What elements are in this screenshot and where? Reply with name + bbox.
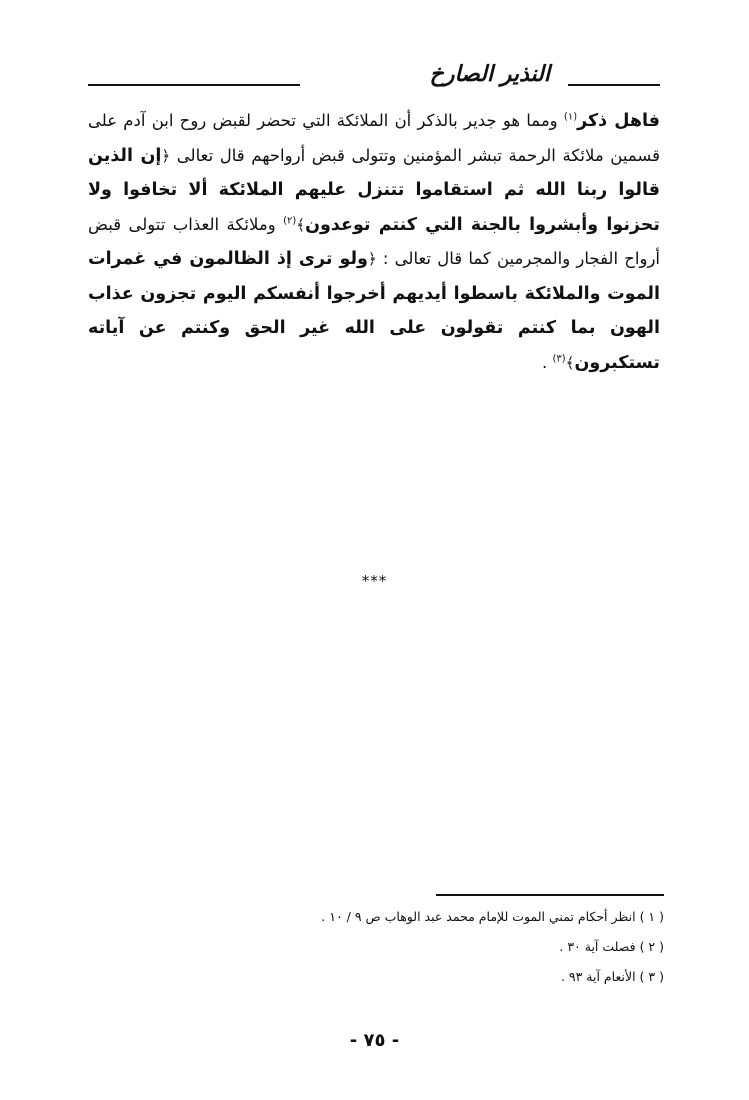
header-rule-left xyxy=(88,84,300,86)
section-separator: *** xyxy=(361,572,388,590)
quran-quote-1: إن الذين قالوا ربنا الله ثم استقاموا تتنزل عليهم الملائكة ألا تخافوا ولا تحزنوا وأبشروا بالجنة التي كنتم توعدون xyxy=(88,145,660,235)
footnote-ref-2: (٢) xyxy=(283,215,297,226)
opening-phrase: فاهل ذكر xyxy=(577,111,661,131)
footnote-ref-3: (٣) xyxy=(552,353,566,364)
text-segment: وملائكة العذاب تتولى قبض أرواح الفجار والمجرمين كما قال تعالى : xyxy=(88,214,660,268)
quran-close-bracket: ﴾ xyxy=(296,215,306,234)
footnotes xyxy=(250,902,664,992)
main-text xyxy=(88,104,660,380)
book-title: النذير الصارخ xyxy=(429,62,550,87)
footnote-3: ( ٣ ) الأنعام آية ٩٣ . xyxy=(560,969,664,984)
quran-close-bracket: ﴾ xyxy=(565,353,575,372)
footnote-1: ( ١ ) انظر أحكام تمني الموت للإمام محمد عبد الوهاب ص ٩ / ١٠ . xyxy=(321,909,664,924)
footnote-2: ( ٢ ) فصلت آية ٣٠ . xyxy=(559,939,664,954)
footnote-rule xyxy=(436,894,664,896)
quran-quote-2: ولو ترى إذ الظالمون في غمرات الموت والملائكة باسطوا أيديهم أخرجوا أنفسكم اليوم تجزون عذاب الهون بما كنتم تقولون على الله غير الحق وكنتم عن آياته تستكبرون xyxy=(88,249,660,373)
footnote-ref-1: (١) xyxy=(563,111,578,123)
quran-open-bracket: ﴿ xyxy=(161,146,171,165)
quran-open-bracket: ﴿ xyxy=(367,250,377,268)
text-segment: ومما هو جدير بالذكر أن الملائكة التي تحضر لقبض روح ابن آدم على قسمين ملائكة الرحمة تبشر المؤمنين وتتولى قبض أرواحهم قال تعالى xyxy=(88,111,660,165)
header-rule-right xyxy=(568,84,660,86)
text-end: . xyxy=(541,352,553,372)
page-number: - ٧٥ - xyxy=(349,1030,400,1051)
paragraph xyxy=(88,104,660,380)
running-header xyxy=(88,62,660,96)
